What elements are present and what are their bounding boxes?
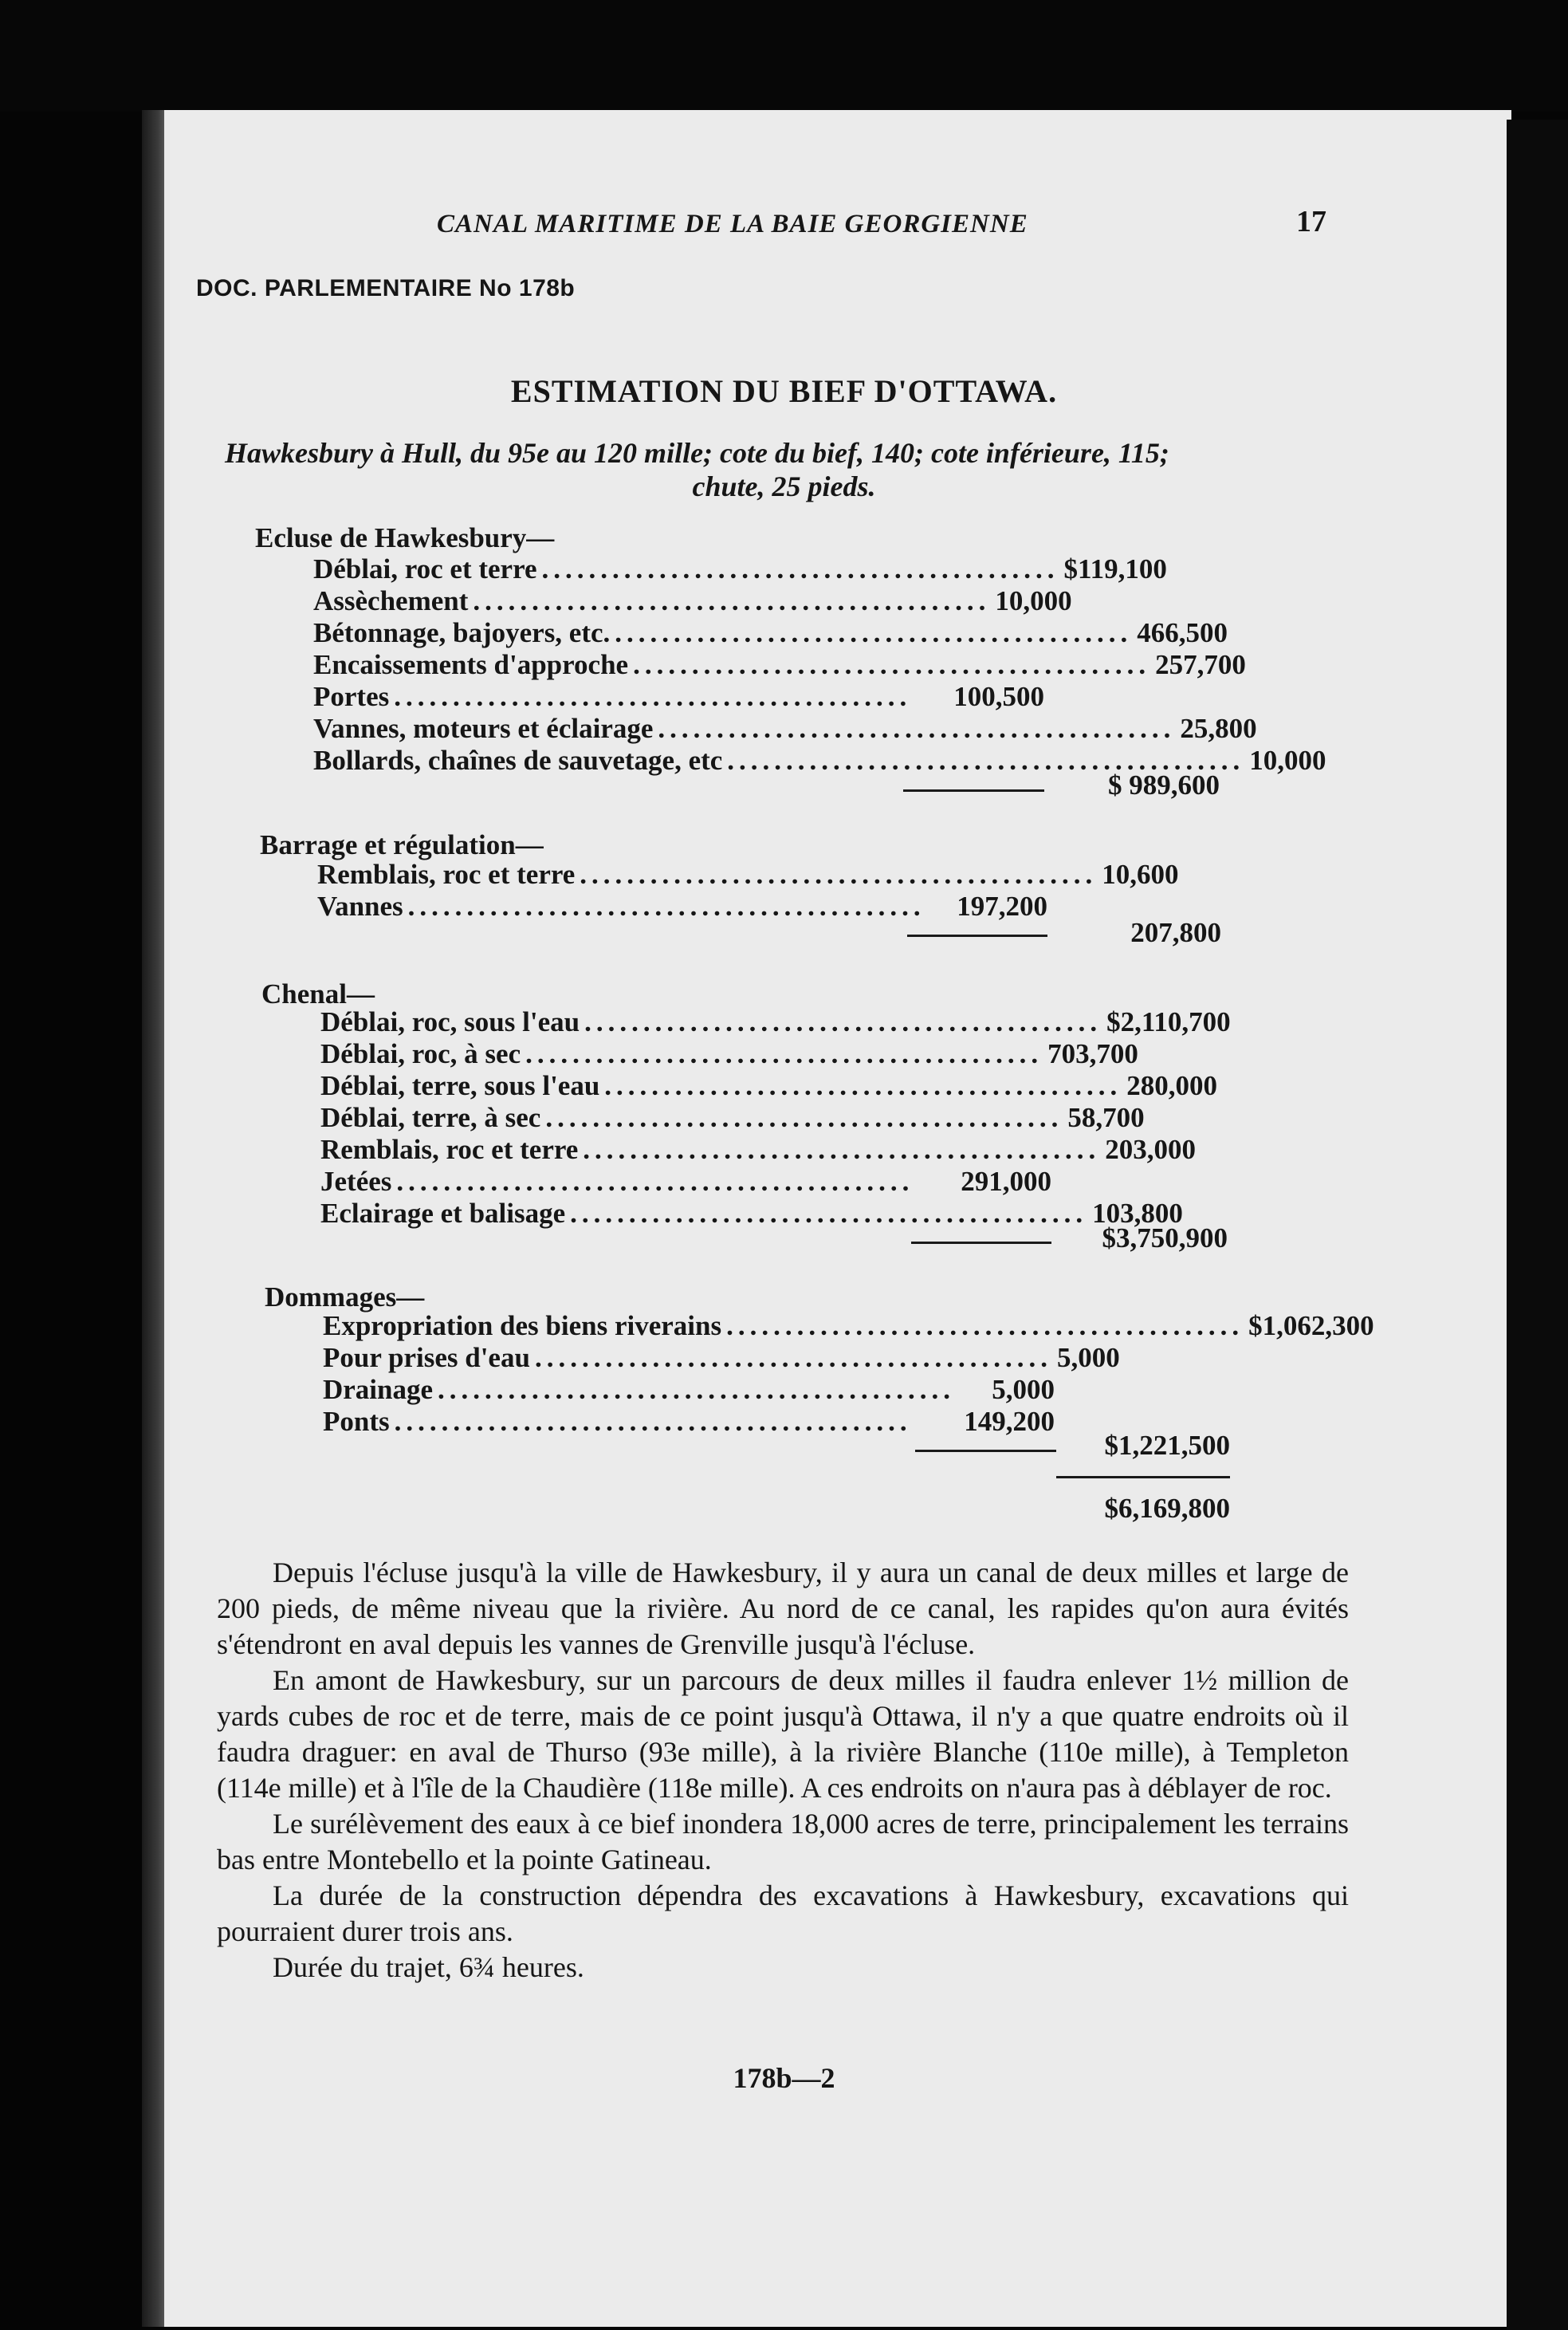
cost-row: Bétonnage, bajoyers, etc. ............................................ 466,500: [313, 617, 1228, 648]
film-border-top: [0, 0, 1568, 112]
cost-label: Déblai, roc, sous l'eau: [320, 1006, 580, 1037]
cost-label: Remblais, roc et terre: [317, 859, 576, 890]
cost-amount: 5,000: [1056, 1342, 1120, 1373]
cost-row: Bollards, chaînes de sauvetage, etc ............................................ 10,000: [313, 745, 1326, 776]
narrative: [217, 1555, 1349, 1986]
cost-label: Déblai, terre, à sec: [320, 1102, 541, 1133]
cost-row: Remblais, roc et terre ............................................ 10,600: [317, 859, 1179, 890]
cost-label: Ponts: [323, 1406, 390, 1437]
cost-amount: 280,000: [1126, 1070, 1218, 1101]
cost-label: Vannes, moteurs et éclairage: [313, 713, 654, 744]
section-total: 207,800: [1130, 917, 1221, 948]
cost-amount: 10,600: [1102, 859, 1179, 890]
cost-amount: 5,000: [992, 1374, 1055, 1405]
cost-label: Bollards, chaînes de sauvetage, etc: [313, 745, 723, 776]
cost-row: Portes ............................................ 100,500: [313, 681, 1044, 712]
document-reference: DOC. PARLEMENTAIRE No 178b: [196, 275, 576, 301]
cost-row: Eclairage et balisage ............................................ 103,800: [320, 1198, 1183, 1229]
section-heading-barrage: Barrage et régulation—: [260, 829, 544, 860]
running-title: CANAL MARITIME DE LA BAIE GEORGIENNE: [437, 210, 1028, 238]
cost-label: Pour prises d'eau: [323, 1342, 530, 1373]
subtotal-rule: [907, 935, 1047, 937]
cost-row: Jetées ............................................ 291,000: [320, 1166, 1051, 1197]
cost-amount: $1,062,300: [1248, 1310, 1374, 1341]
cost-amount: 466,500: [1137, 617, 1228, 648]
cost-row: Ponts ............................................ 149,200: [323, 1406, 1055, 1437]
cost-amount: 203,000: [1105, 1134, 1197, 1165]
section-heading-dommages: Dommages—: [265, 1281, 425, 1313]
cost-label: Bétonnage, bajoyers, etc.: [313, 617, 611, 648]
paragraph: Durée du trajet, 6¾ heures.: [273, 1951, 584, 1983]
cost-label: Eclairage et balisage: [320, 1198, 566, 1229]
cost-label: Déblai, roc, à sec: [320, 1038, 521, 1069]
grand-total: $6,169,800: [1104, 1493, 1230, 1524]
cost-amount: 291,000: [961, 1166, 1051, 1197]
estimate-subtitle-line1: Hawkesbury à Hull, du 95e au 120 mille; cote du bief, 140; cote inférieure, 115;: [225, 437, 1169, 469]
cost-row: Vannes ............................................ 197,200: [317, 891, 1047, 922]
cost-label: Jetées: [320, 1166, 392, 1197]
cost-row: Encaissements d'approche ............................................ 257,700: [313, 649, 1246, 680]
cost-label: Déblai, roc et terre: [313, 553, 537, 584]
cost-amount: 10,000: [1249, 745, 1326, 776]
cost-label: Remblais, roc et terre: [320, 1134, 579, 1165]
cost-row: Déblai, roc, sous l'eau ............................................ $2,110,700: [320, 1006, 1231, 1037]
paragraph: Le surélèvement des eaux à ce bief inondera 18,000 acres de terre, principalement les terrains bas entre Montebello et la pointe Gatineau.: [217, 1808, 1349, 1875]
cost-row: Remblais, roc et terre ............................................ 203,000: [320, 1134, 1197, 1165]
cost-amount: 703,700: [1047, 1038, 1138, 1069]
cost-row: Déblai, roc, à sec ............................................ 703,700: [320, 1038, 1138, 1069]
cost-amount: 58,700: [1067, 1102, 1145, 1133]
section-total: $1,221,500: [1104, 1430, 1230, 1461]
cost-label: Déblai, terre, sous l'eau: [320, 1070, 600, 1101]
signature-mark: 178b—2: [733, 2062, 835, 2094]
section-heading-chenal: Chenal—: [261, 978, 375, 1010]
section-total: $3,750,900: [1102, 1222, 1228, 1254]
cost-amount: 25,800: [1180, 713, 1257, 744]
film-border-right: [1507, 120, 1568, 2330]
subtotal-rule: [915, 1450, 1056, 1452]
cost-amount: $119,100: [1063, 553, 1167, 584]
cost-amount: $2,110,700: [1106, 1006, 1231, 1037]
cost-label: Vannes: [317, 891, 403, 922]
cost-row: Vannes, moteurs et éclairage ............................................ 25,800: [313, 713, 1257, 744]
cost-label: Portes: [313, 681, 390, 712]
cost-label: Assèchement: [313, 585, 469, 616]
grand-total-rule: [1056, 1476, 1230, 1478]
paragraph: Depuis l'écluse jusqu'à la ville de Hawkesbury, il y aura un canal de deux milles et large de 200 pieds, de même niveau que la rivière. Au nord de ce canal, les rapides qu'on aura évités s'étendront en aval depuis les vannes de Grenville jusqu'à l'écluse.: [217, 1557, 1349, 1660]
cost-label: Expropriation des biens riverains: [323, 1310, 722, 1341]
cost-amount: 103,800: [1092, 1198, 1183, 1229]
estimate-title: ESTIMATION DU BIEF D'OTTAWA.: [510, 373, 1058, 409]
cost-label: Drainage: [323, 1374, 434, 1405]
cost-amount: 197,200: [957, 891, 1047, 922]
cost-row: Drainage ............................................ 5,000: [323, 1374, 1055, 1405]
cost-amount: 100,500: [953, 681, 1044, 712]
cost-amount: 257,700: [1155, 649, 1246, 680]
cost-row: Expropriation des biens riverains ............................................ $1,062,300: [323, 1310, 1374, 1341]
cost-amount: 10,000: [995, 585, 1072, 616]
estimate-subtitle-line2: chute, 25 pieds.: [692, 470, 876, 502]
paragraph: La durée de la construction dépendra des excavations à Hawkesbury, excavations qui pourraient durer trois ans.: [217, 1879, 1349, 1947]
cost-label: Encaissements d'approche: [313, 649, 629, 680]
page-number: 17: [1296, 205, 1326, 238]
paragraph: En amont de Hawkesbury, sur un parcours de deux milles il faudra enlever 1½ million de yards cubes de roc et de terre, mais de ce point jusqu'à Ottawa, il n'y a que quatre endroits où il faudra draguer: en aval de Thurso (93e mille), à la rivière Blanche (110e mille), à Templeton (114e mille) et à l'île de la Chaudière (118e mille). A ces endroits on n'aura pas à déblayer de roc.: [217, 1664, 1349, 1804]
cost-row: Déblai, terre, sous l'eau ............................................ 280,000: [320, 1070, 1218, 1101]
section-total: $ 989,600: [1108, 769, 1220, 801]
cost-row: Assèchement ............................................ 10,000: [313, 585, 1072, 616]
subtotal-rule: [911, 1242, 1051, 1244]
section-heading-ecluse: Ecluse de Hawkesbury—: [255, 522, 555, 553]
cost-amount: 149,200: [964, 1406, 1055, 1437]
subtotal-rule: [903, 789, 1044, 792]
cost-row: Déblai, terre, à sec ............................................ 58,700: [320, 1102, 1145, 1133]
cost-row: Déblai, roc et terre ............................................ $119,100: [313, 553, 1167, 584]
cost-row: Pour prises d'eau ............................................ 5,000: [323, 1342, 1120, 1373]
